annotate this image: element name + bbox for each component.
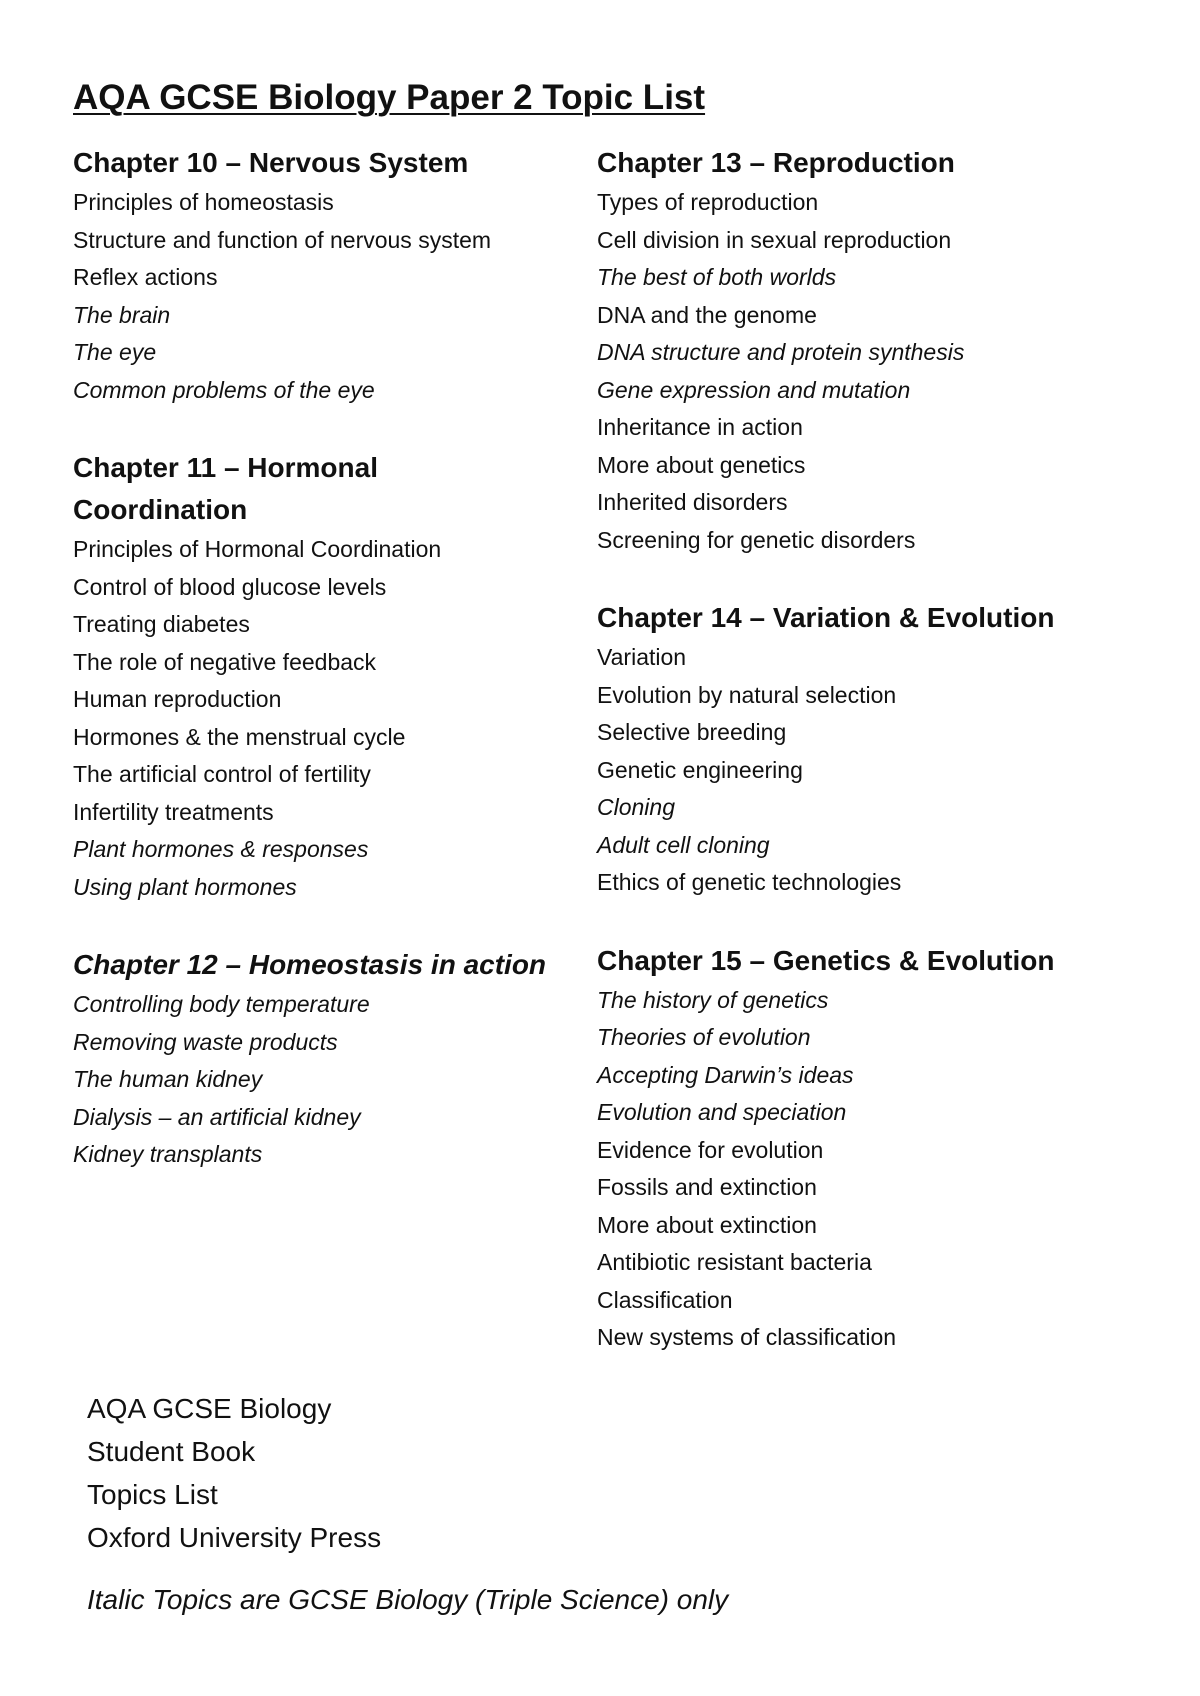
topic-list [73, 184, 553, 409]
chapter-section [73, 447, 553, 906]
chapter-heading: Chapter 15 – Genetics & Evolution [597, 944, 1055, 976]
left-column [73, 142, 553, 1212]
topic-item: The human kidney [73, 1066, 263, 1092]
page-title: AQA GCSE Biology Paper 2 Topic List [73, 78, 706, 117]
topic-item: Screening for genetic disorders [597, 526, 916, 553]
topic-list [597, 639, 1177, 902]
topic-item: Evolution by natural selection [597, 681, 897, 708]
chapter-heading: Chapter 10 – Nervous System [73, 147, 469, 178]
topic-item: Principles of Hormonal Coordination [73, 536, 442, 562]
topic-list [73, 531, 553, 906]
topic-item: Human reproduction [73, 686, 282, 712]
topic-item: The brain [73, 301, 171, 328]
topic-item: Plant hormones & responses [73, 836, 369, 862]
right-column [597, 142, 1177, 1395]
topic-item: Structure and function of nervous system [73, 226, 492, 253]
topic-list [597, 982, 1177, 1357]
topic-list [597, 184, 1177, 559]
topic-item: The best of both worlds [597, 264, 837, 290]
chapter-section [597, 940, 1177, 1357]
topic-item: Infertility treatments [73, 798, 274, 825]
credit-line: Student Book [87, 1436, 256, 1467]
topic-item: Dialysis – an artificial kidney [73, 1103, 361, 1130]
topic-item: Accepting Darwin’s ideas [597, 1061, 854, 1088]
topic-item: Inherited disorders [597, 489, 788, 515]
topic-item: Evolution and speciation [597, 1099, 847, 1125]
topic-list [73, 986, 553, 1174]
credit-line: Topics List [87, 1479, 218, 1510]
topic-item: Principles of homeostasis [73, 189, 334, 215]
topic-item: Removing waste products [73, 1028, 338, 1055]
topic-item: Genetic engineering [597, 756, 803, 783]
topic-item: Adult cell cloning [597, 831, 770, 858]
topic-item: Selective breeding [597, 719, 787, 745]
book-credits [87, 1387, 381, 1559]
italic-topics-note: Italic Topics are GCSE Biology (Triple Science) only [87, 1584, 729, 1615]
topic-item: Gene expression and mutation [597, 376, 911, 403]
chapter-heading: Chapter 11 – Hormonal Coordination [73, 452, 378, 525]
topic-item: More about genetics [597, 451, 806, 478]
chapter-section [597, 597, 1177, 902]
chapter-heading: Chapter 13 – Reproduction [597, 147, 955, 178]
topic-item: Theories of evolution [597, 1024, 811, 1050]
topic-item: Common problems of the eye [73, 376, 375, 403]
topic-item: Hormones & the menstrual cycle [73, 723, 406, 750]
topic-item: The history of genetics [597, 986, 829, 1013]
credit-line: Oxford University Press [87, 1522, 382, 1553]
chapter-heading: Chapter 14 – Variation & Evolution [597, 602, 1055, 633]
topic-item: DNA and the genome [597, 301, 817, 328]
topic-item: Reflex actions [73, 264, 218, 290]
topic-item: Using plant hormones [73, 873, 297, 900]
topic-item: Inheritance in action [597, 414, 803, 440]
topic-item: The eye [73, 339, 157, 365]
topic-item: The artificial control of fertility [73, 761, 371, 787]
credit-line: AQA GCSE Biology [87, 1393, 332, 1424]
chapter-section [73, 944, 553, 1174]
topic-item: Cloning [597, 794, 675, 820]
topic-item: Treating diabetes [73, 611, 250, 637]
chapter-section [73, 142, 553, 409]
chapter-heading: Chapter 12 – Homeostasis in action [73, 949, 547, 980]
topic-item: Evidence for evolution [597, 1136, 824, 1163]
topic-item: Ethics of genetic technologies [597, 869, 902, 895]
topic-item: DNA structure and protein synthesis [597, 339, 965, 365]
chapter-section [597, 142, 1177, 559]
topic-item: Cell division in sexual reproduction [597, 226, 952, 253]
topic-item: Controlling body temperature [73, 991, 370, 1017]
topic-item: More about extinction [597, 1211, 817, 1238]
topic-item: Classification [597, 1286, 733, 1313]
topic-item: Types of reproduction [597, 189, 819, 215]
topic-item: Kidney transplants [73, 1141, 263, 1167]
topic-item: Control of blood glucose levels [73, 573, 387, 600]
topic-item: Antibiotic resistant bacteria [597, 1249, 872, 1275]
topic-item: New systems of classification [597, 1324, 897, 1350]
topic-item: Fossils and extinction [597, 1174, 817, 1200]
topic-item: The role of negative feedback [73, 648, 377, 675]
topic-item: Variation [597, 644, 687, 670]
